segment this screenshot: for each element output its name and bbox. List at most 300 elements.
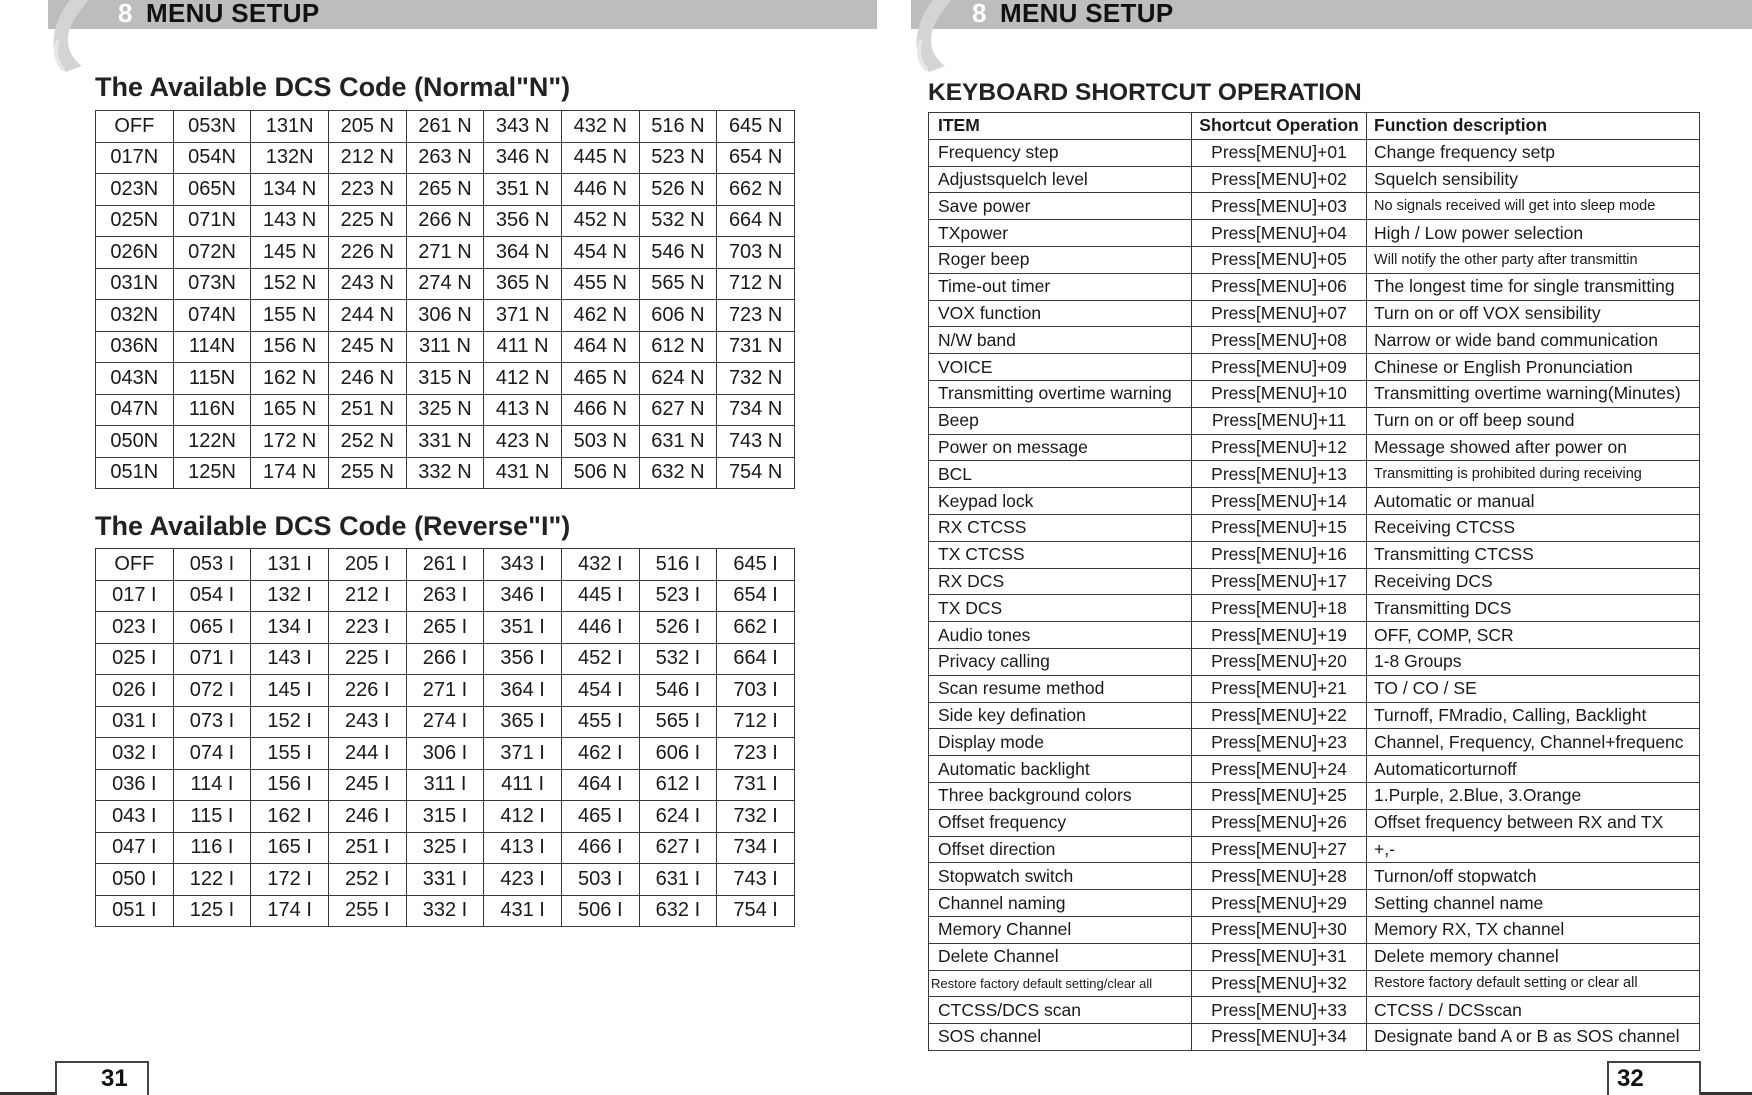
- shortcut-cell: Press[MENU]+34: [1192, 1024, 1367, 1051]
- shortcut-cell: Press[MENU]+12: [1192, 434, 1367, 461]
- item-cell: Frequency step: [929, 139, 1192, 166]
- dcs-code-cell: 645 I: [717, 549, 795, 581]
- dcs-code-cell: 371 I: [484, 738, 562, 770]
- dcs-code-cell: 455 I: [561, 706, 639, 738]
- dcs-code-cell: 365 N: [484, 268, 562, 300]
- table-row: [96, 300, 795, 332]
- dcs-code-cell: 132N: [251, 142, 329, 174]
- hand-icon: [911, 0, 971, 80]
- dcs-code-cell: 243 I: [328, 706, 406, 738]
- function-cell: Offset frequency between RX and TX: [1367, 809, 1700, 836]
- dcs-reverse-title: The Available DCS Code (Reverse"I"): [95, 511, 571, 541]
- dcs-code-cell: 051N: [96, 457, 174, 489]
- function-cell: 1.Purple, 2.Blue, 3.Orange: [1367, 782, 1700, 809]
- table-row: [96, 675, 795, 707]
- dcs-code-cell: 261 N: [406, 111, 484, 143]
- dcs-code-cell: 412 N: [484, 363, 562, 395]
- dcs-code-cell: 212 N: [328, 142, 406, 174]
- shortcut-cell: Press[MENU]+22: [1192, 702, 1367, 729]
- table-row: [929, 648, 1700, 675]
- function-cell: OFF, COMP, SCR: [1367, 622, 1700, 649]
- dcs-code-cell: 244 I: [328, 738, 406, 770]
- dcs-code-cell: 255 I: [328, 895, 406, 927]
- dcs-code-cell: 462 I: [561, 738, 639, 770]
- shortcut-cell: Press[MENU]+08: [1192, 327, 1367, 354]
- shortcut-cell: Press[MENU]+25: [1192, 782, 1367, 809]
- dcs-code-cell: 043N: [96, 363, 174, 395]
- item-cell: RX CTCSS: [929, 514, 1192, 541]
- function-cell: Receiving DCS: [1367, 568, 1700, 595]
- dcs-code-cell: 356 N: [484, 205, 562, 237]
- dcs-code-cell: 122N: [173, 426, 251, 458]
- shortcut-cell: Press[MENU]+17: [1192, 568, 1367, 595]
- dcs-code-cell: 172 I: [251, 864, 329, 896]
- shortcut-cell: Press[MENU]+18: [1192, 595, 1367, 622]
- table-row: [929, 595, 1700, 622]
- dcs-code-cell: 423 I: [484, 864, 562, 896]
- dcs-code-cell: 074 I: [173, 738, 251, 770]
- dcs-code-cell: 465 N: [561, 363, 639, 395]
- right-page: [876, 0, 1752, 1095]
- dcs-code-cell: 026N: [96, 237, 174, 269]
- function-cell: Will notify the other party after transmittin: [1367, 246, 1700, 273]
- table-row: [96, 769, 795, 801]
- table-row: [96, 142, 795, 174]
- dcs-code-cell: 523 N: [639, 142, 717, 174]
- table-row: [96, 549, 795, 581]
- table-row: [929, 916, 1700, 943]
- dcs-code-cell: OFF: [96, 549, 174, 581]
- table-row: [96, 237, 795, 269]
- column-header-function: Function description: [1367, 113, 1700, 140]
- dcs-code-cell: 455 N: [561, 268, 639, 300]
- dcs-code-cell: 754 N: [717, 457, 795, 489]
- table-row: [929, 300, 1700, 327]
- dcs-code-cell: 654 N: [717, 142, 795, 174]
- chapter-title: MENU SETUP: [146, 0, 320, 28]
- dcs-code-cell: 703 I: [717, 675, 795, 707]
- dcs-code-cell: 152 N: [251, 268, 329, 300]
- dcs-code-cell: 606 I: [639, 738, 717, 770]
- shortcut-cell: Press[MENU]+32: [1192, 970, 1367, 997]
- dcs-code-cell: 662 N: [717, 174, 795, 206]
- dcs-code-cell: 074N: [173, 300, 251, 332]
- dcs-code-cell: 364 I: [484, 675, 562, 707]
- table-row: [929, 246, 1700, 273]
- dcs-code-cell: 516 N: [639, 111, 717, 143]
- dcs-code-cell: 252 N: [328, 426, 406, 458]
- item-cell: Power on message: [929, 434, 1192, 461]
- dcs-code-cell: 565 N: [639, 268, 717, 300]
- dcs-code-cell: 223 N: [328, 174, 406, 206]
- item-cell: Time-out timer: [929, 273, 1192, 300]
- dcs-code-cell: 454 N: [561, 237, 639, 269]
- function-cell: Automatic or manual: [1367, 488, 1700, 515]
- item-cell: VOICE: [929, 354, 1192, 381]
- table-row: [929, 756, 1700, 783]
- table-row: [96, 363, 795, 395]
- shortcut-cell: Press[MENU]+09: [1192, 354, 1367, 381]
- table-row: [929, 782, 1700, 809]
- dcs-code-cell: 261 I: [406, 549, 484, 581]
- dcs-code-cell: 252 I: [328, 864, 406, 896]
- table-row: [929, 863, 1700, 890]
- dcs-code-cell: 346 I: [484, 580, 562, 612]
- shortcut-cell: Press[MENU]+29: [1192, 890, 1367, 917]
- item-cell: Three background colors: [929, 782, 1192, 809]
- item-cell: SOS channel: [929, 1024, 1192, 1051]
- dcs-code-cell: 445 N: [561, 142, 639, 174]
- function-cell: Chinese or English Pronunciation: [1367, 354, 1700, 381]
- chapter-title: MENU SETUP: [1000, 0, 1174, 28]
- dcs-code-cell: 025N: [96, 205, 174, 237]
- dcs-code-cell: 271 N: [406, 237, 484, 269]
- dcs-code-cell: 265 I: [406, 612, 484, 644]
- dcs-code-cell: 546 N: [639, 237, 717, 269]
- dcs-code-cell: 225 N: [328, 205, 406, 237]
- dcs-code-cell: 023 I: [96, 612, 174, 644]
- dcs-code-cell: 526 I: [639, 612, 717, 644]
- chapter-number: 8: [118, 0, 133, 28]
- dcs-code-cell: 632 I: [639, 895, 717, 927]
- dcs-code-cell: 071N: [173, 205, 251, 237]
- dcs-code-cell: 331 I: [406, 864, 484, 896]
- item-cell: Automatic backlight: [929, 756, 1192, 783]
- shortcut-cell: Press[MENU]+04: [1192, 220, 1367, 247]
- dcs-code-cell: 466 I: [561, 832, 639, 864]
- dcs-code-cell: 174 N: [251, 457, 329, 489]
- dcs-code-cell: 246 I: [328, 801, 406, 833]
- function-cell: Turnoff, FMradio, Calling, Backlight: [1367, 702, 1700, 729]
- dcs-code-cell: 351 I: [484, 612, 562, 644]
- dcs-code-cell: 226 N: [328, 237, 406, 269]
- function-cell: Squelch sensibility: [1367, 166, 1700, 193]
- shortcut-cell: Press[MENU]+06: [1192, 273, 1367, 300]
- dcs-code-cell: 017 I: [96, 580, 174, 612]
- dcs-code-cell: 732 N: [717, 363, 795, 395]
- dcs-code-cell: 071 I: [173, 643, 251, 675]
- shortcut-cell: Press[MENU]+20: [1192, 648, 1367, 675]
- dcs-code-cell: 036 I: [96, 769, 174, 801]
- dcs-code-cell: 526 N: [639, 174, 717, 206]
- function-cell: Delete memory channel: [1367, 943, 1700, 970]
- dcs-code-cell: 031N: [96, 268, 174, 300]
- shortcut-cell: Press[MENU]+24: [1192, 756, 1367, 783]
- table-row: [96, 832, 795, 864]
- shortcut-cell: Press[MENU]+11: [1192, 407, 1367, 434]
- dcs-code-cell: 734 N: [717, 394, 795, 426]
- table-row: [96, 111, 795, 143]
- function-cell: No signals received will get into sleep mode: [1367, 193, 1700, 220]
- dcs-code-cell: 431 N: [484, 457, 562, 489]
- item-cell: Offset frequency: [929, 809, 1192, 836]
- table-row: [96, 174, 795, 206]
- dcs-code-cell: 072 I: [173, 675, 251, 707]
- dcs-code-cell: 432 I: [561, 549, 639, 581]
- table-row: [96, 268, 795, 300]
- item-cell: Audio tones: [929, 622, 1192, 649]
- dcs-code-cell: 114 I: [173, 769, 251, 801]
- shortcut-cell: Press[MENU]+28: [1192, 863, 1367, 890]
- table-row: [929, 568, 1700, 595]
- dcs-code-cell: 223 I: [328, 612, 406, 644]
- dcs-code-cell: 731 N: [717, 331, 795, 363]
- dcs-code-cell: 263 N: [406, 142, 484, 174]
- function-cell: The longest time for single transmitting: [1367, 273, 1700, 300]
- dcs-code-cell: 325 N: [406, 394, 484, 426]
- dcs-code-cell: 606 N: [639, 300, 717, 332]
- dcs-code-cell: 654 I: [717, 580, 795, 612]
- dcs-code-cell: 532 I: [639, 643, 717, 675]
- table-row: [929, 354, 1700, 381]
- item-cell: Restore factory default setting/clear all: [929, 970, 1192, 997]
- shortcut-cell: Press[MENU]+21: [1192, 675, 1367, 702]
- table-row: [929, 541, 1700, 568]
- dcs-code-cell: 116 I: [173, 832, 251, 864]
- dcs-code-cell: 346 N: [484, 142, 562, 174]
- dcs-code-cell: 332 N: [406, 457, 484, 489]
- function-cell: CTCSS / DCSscan: [1367, 997, 1700, 1024]
- item-cell: Scan resume method: [929, 675, 1192, 702]
- dcs-code-cell: 446 N: [561, 174, 639, 206]
- dcs-code-cell: 152 I: [251, 706, 329, 738]
- dcs-code-cell: 053 I: [173, 549, 251, 581]
- dcs-code-cell: 371 N: [484, 300, 562, 332]
- table-row: [929, 273, 1700, 300]
- table-row: [929, 675, 1700, 702]
- table-row: [929, 809, 1700, 836]
- dcs-code-cell: 050 I: [96, 864, 174, 896]
- table-row: [96, 864, 795, 896]
- dcs-code-cell: 703 N: [717, 237, 795, 269]
- table-row: [929, 461, 1700, 488]
- dcs-code-cell: 051 I: [96, 895, 174, 927]
- table-row: [96, 205, 795, 237]
- dcs-code-cell: 627 N: [639, 394, 717, 426]
- dcs-code-cell: 306 N: [406, 300, 484, 332]
- dcs-code-cell: 050N: [96, 426, 174, 458]
- shortcut-cell: Press[MENU]+30: [1192, 916, 1367, 943]
- dcs-code-cell: 143 I: [251, 643, 329, 675]
- dcs-code-cell: 047 I: [96, 832, 174, 864]
- keyboard-shortcut-table: [928, 112, 1700, 1051]
- function-cell: High / Low power selection: [1367, 220, 1700, 247]
- table-row: [929, 836, 1700, 863]
- dcs-code-cell: 131 I: [251, 549, 329, 581]
- table-header-row: [929, 113, 1700, 140]
- shortcut-cell: Press[MENU]+26: [1192, 809, 1367, 836]
- dcs-code-cell: 226 I: [328, 675, 406, 707]
- dcs-code-cell: 156 I: [251, 769, 329, 801]
- item-cell: Transmitting overtime warning: [929, 380, 1192, 407]
- dcs-code-cell: 503 I: [561, 864, 639, 896]
- dcs-code-cell: 145 N: [251, 237, 329, 269]
- dcs-code-cell: 356 I: [484, 643, 562, 675]
- item-cell: N/W band: [929, 327, 1192, 354]
- dcs-normal-title: The Available DCS Code (Normal"N"): [95, 72, 571, 102]
- dcs-code-cell: 612 I: [639, 769, 717, 801]
- dcs-code-cell: 731 I: [717, 769, 795, 801]
- dcs-code-cell: 043 I: [96, 801, 174, 833]
- dcs-code-cell: 365 I: [484, 706, 562, 738]
- dcs-code-cell: 251 I: [328, 832, 406, 864]
- dcs-code-cell: 503 N: [561, 426, 639, 458]
- dcs-code-cell: 631 I: [639, 864, 717, 896]
- table-row: [929, 514, 1700, 541]
- shortcut-cell: Press[MENU]+05: [1192, 246, 1367, 273]
- function-cell: Receiving CTCSS: [1367, 514, 1700, 541]
- dcs-code-cell: 743 I: [717, 864, 795, 896]
- keyboard-shortcut-title: KEYBOARD SHORTCUT OPERATION: [928, 79, 1362, 106]
- table-row: [96, 457, 795, 489]
- dcs-code-cell: 274 I: [406, 706, 484, 738]
- dcs-code-cell: 122 I: [173, 864, 251, 896]
- dcs-code-cell: 452 I: [561, 643, 639, 675]
- dcs-code-cell: 245 I: [328, 769, 406, 801]
- dcs-code-cell: 245 N: [328, 331, 406, 363]
- dcs-code-cell: 023N: [96, 174, 174, 206]
- dcs-code-cell: 155 I: [251, 738, 329, 770]
- shortcut-cell: Press[MENU]+10: [1192, 380, 1367, 407]
- dcs-code-cell: 712 N: [717, 268, 795, 300]
- dcs-code-cell: 565 I: [639, 706, 717, 738]
- dcs-code-cell: 255 N: [328, 457, 406, 489]
- function-cell: Turn on or off VOX sensibility: [1367, 300, 1700, 327]
- shortcut-cell: Press[MENU]+27: [1192, 836, 1367, 863]
- dcs-reverse-table: [95, 548, 795, 927]
- dcs-code-cell: 332 I: [406, 895, 484, 927]
- function-cell: +,-: [1367, 836, 1700, 863]
- item-cell: Channel naming: [929, 890, 1192, 917]
- dcs-code-cell: 032 I: [96, 738, 174, 770]
- item-cell: Delete Channel: [929, 943, 1192, 970]
- dcs-code-cell: 156 N: [251, 331, 329, 363]
- dcs-code-cell: 017N: [96, 142, 174, 174]
- dcs-code-cell: 274 N: [406, 268, 484, 300]
- dcs-code-cell: 244 N: [328, 300, 406, 332]
- function-cell: Restore factory default setting or clear all: [1367, 970, 1700, 997]
- table-row: [96, 643, 795, 675]
- dcs-code-cell: 025 I: [96, 643, 174, 675]
- dcs-code-cell: 246 N: [328, 363, 406, 395]
- table-row: [929, 622, 1700, 649]
- dcs-code-cell: 174 I: [251, 895, 329, 927]
- table-row: [929, 488, 1700, 515]
- shortcut-cell: Press[MENU]+07: [1192, 300, 1367, 327]
- item-cell: Roger beep: [929, 246, 1192, 273]
- function-cell: Designate band A or B as SOS channel: [1367, 1024, 1700, 1051]
- dcs-code-cell: 053N: [173, 111, 251, 143]
- dcs-code-cell: 116N: [173, 394, 251, 426]
- dcs-code-cell: 131N: [251, 111, 329, 143]
- function-cell: 1-8 Groups: [1367, 648, 1700, 675]
- dcs-code-cell: 662 I: [717, 612, 795, 644]
- function-cell: Transmitting DCS: [1367, 595, 1700, 622]
- function-cell: Setting channel name: [1367, 890, 1700, 917]
- dcs-code-cell: 162 N: [251, 363, 329, 395]
- dcs-code-cell: 532 N: [639, 205, 717, 237]
- dcs-code-cell: 205 N: [328, 111, 406, 143]
- dcs-code-cell: 125 I: [173, 895, 251, 927]
- table-row: [96, 394, 795, 426]
- dcs-code-cell: 624 N: [639, 363, 717, 395]
- table-row: [929, 729, 1700, 756]
- function-cell: Transmitting CTCSS: [1367, 541, 1700, 568]
- dcs-code-cell: 266 I: [406, 643, 484, 675]
- function-cell: TO / CO / SE: [1367, 675, 1700, 702]
- dcs-code-cell: 466 N: [561, 394, 639, 426]
- table-row: [96, 612, 795, 644]
- dcs-code-cell: 462 N: [561, 300, 639, 332]
- dcs-code-cell: 432 N: [561, 111, 639, 143]
- dcs-code-cell: 125N: [173, 457, 251, 489]
- dcs-code-cell: 506 I: [561, 895, 639, 927]
- dcs-code-cell: 054 I: [173, 580, 251, 612]
- dcs-code-cell: 266 N: [406, 205, 484, 237]
- dcs-code-cell: 134 N: [251, 174, 329, 206]
- dcs-code-cell: 712 I: [717, 706, 795, 738]
- shortcut-cell: Press[MENU]+23: [1192, 729, 1367, 756]
- dcs-code-cell: 073 I: [173, 706, 251, 738]
- dcs-code-cell: 132 I: [251, 580, 329, 612]
- dcs-code-cell: 627 I: [639, 832, 717, 864]
- dcs-code-cell: 134 I: [251, 612, 329, 644]
- dcs-code-cell: 073N: [173, 268, 251, 300]
- dcs-code-cell: 664 N: [717, 205, 795, 237]
- dcs-code-cell: 072N: [173, 237, 251, 269]
- item-cell: TX CTCSS: [929, 541, 1192, 568]
- dcs-code-cell: 165 I: [251, 832, 329, 864]
- shortcut-cell: Press[MENU]+31: [1192, 943, 1367, 970]
- table-row: [96, 801, 795, 833]
- dcs-code-cell: 271 I: [406, 675, 484, 707]
- dcs-code-cell: 306 I: [406, 738, 484, 770]
- dcs-code-cell: 032N: [96, 300, 174, 332]
- function-cell: Narrow or wide band communication: [1367, 327, 1700, 354]
- table-row: [929, 943, 1700, 970]
- function-cell: Turnon/off stopwatch: [1367, 863, 1700, 890]
- item-cell: Adjustsquelch level: [929, 166, 1192, 193]
- dcs-code-cell: 431 I: [484, 895, 562, 927]
- shortcut-cell: Press[MENU]+16: [1192, 541, 1367, 568]
- dcs-code-cell: 165 N: [251, 394, 329, 426]
- dcs-code-cell: 026 I: [96, 675, 174, 707]
- dcs-code-cell: 465 I: [561, 801, 639, 833]
- dcs-code-cell: 624 I: [639, 801, 717, 833]
- item-cell: Display mode: [929, 729, 1192, 756]
- dcs-code-cell: 734 I: [717, 832, 795, 864]
- dcs-code-cell: 065N: [173, 174, 251, 206]
- item-cell: Privacy calling: [929, 648, 1192, 675]
- item-cell: VOX function: [929, 300, 1192, 327]
- function-cell: Change frequency setp: [1367, 139, 1700, 166]
- function-cell: Message showed after power on: [1367, 434, 1700, 461]
- column-header-item: ITEM: [929, 113, 1192, 140]
- dcs-code-cell: 445 I: [561, 580, 639, 612]
- dcs-code-cell: 172 N: [251, 426, 329, 458]
- function-cell: Transmitting is prohibited during receiving: [1367, 461, 1700, 488]
- table-row: [96, 895, 795, 927]
- page-number: 32: [1617, 1065, 1644, 1092]
- dcs-code-cell: 155 N: [251, 300, 329, 332]
- dcs-code-cell: 243 N: [328, 268, 406, 300]
- dcs-code-cell: 343 N: [484, 111, 562, 143]
- dcs-code-cell: 723 N: [717, 300, 795, 332]
- table-row: [929, 166, 1700, 193]
- dcs-code-cell: 364 N: [484, 237, 562, 269]
- item-cell: Stopwatch switch: [929, 863, 1192, 890]
- dcs-code-cell: 645 N: [717, 111, 795, 143]
